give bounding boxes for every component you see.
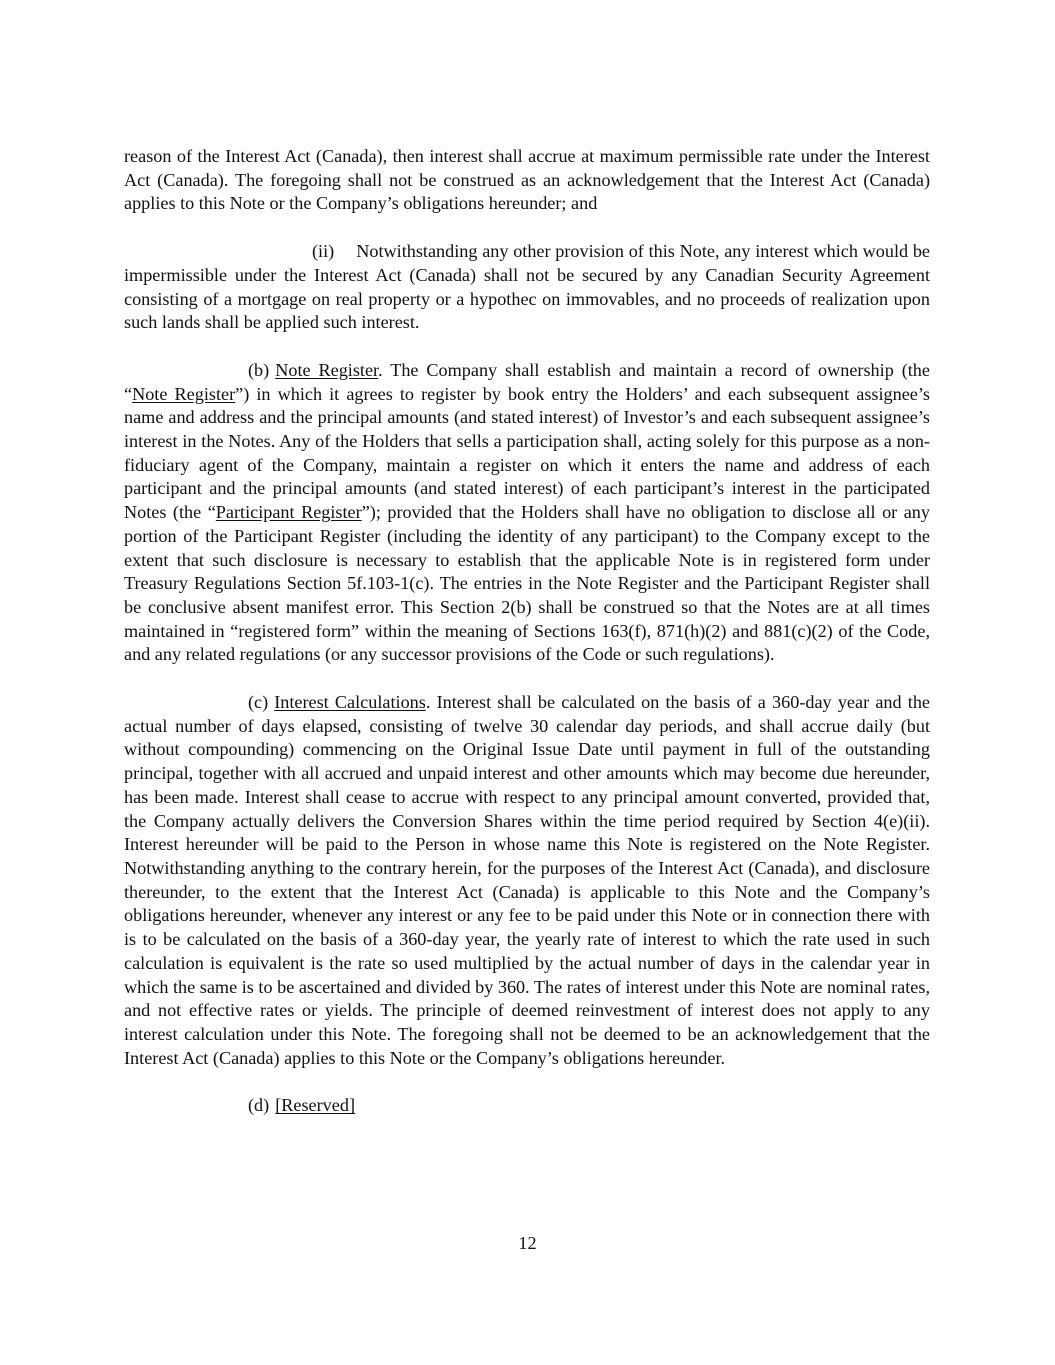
page-number: 12: [518, 1233, 537, 1253]
section-b-label: (b): [248, 359, 270, 380]
clause-ii-label: (ii): [312, 241, 335, 262]
section-b-note-register: [124, 359, 930, 667]
document-page: [124, 145, 930, 1118]
clause-ii-text: Notwithstanding any other provision of this Note, any interest which would be impermissible under the Interest Act (Canada) shall not be secured by any Canadian Security Agreement consisting of a mortgage on real property or a hypothec on immovables, and no proceeds of realization upon such lands shall be applied such interest.: [124, 241, 930, 333]
section-d-title: [Reserved]: [275, 1095, 356, 1116]
note-register-term: Note Register: [132, 383, 236, 404]
section-d-label: (d): [248, 1095, 270, 1116]
section-b-text-1: . The Company shall establish and maintain a record of ownership (the “: [124, 359, 930, 404]
section-c-title: Interest Calculations: [274, 692, 426, 713]
clause-ii: [124, 240, 930, 335]
section-c-text: . Interest shall be calculated on the basis of a 360-day year and the actual number of days elapsed, consisting of twelve 30 calendar day periods, and shall accrue daily (but without compounding) commencing on the Original Issue Date until payment in full of the outstanding principal, together with all accrued and unpaid interest and other amounts which may become due hereunder, has been made. Interest shall cease to accrue with respect to any principal amount converted, provided that, the Company actually delivers the Conversion Shares within the time period required by Section 4(e)(ii). Interest hereunder will be paid to the Person in whose name this Note is registered on the Note Register. Notwithstanding anything to the contrary herein, for the purposes of the Interest Act (Canada), and disclosure thereunder, to the extent that the Interest Act (Canada) is applicable to this Note and the Company’s obligations hereunder, whenever any interest or any fee to be paid under this Note or in connection there with is to be calculated on the basis of a 360-day year, the yearly rate of interest to which the rate used in such calculation is equivalent is the rate so used multiplied by the actual number of days in the calendar year in which the same is to be ascertained and divided by 360. The rates of interest under this Note are nominal rates, and not effective rates or yields. The principle of deemed reinvestment of interest does not apply to any interest calculation under this Note. The foregoing shall not be deemed to be an acknowledgement that the Interest Act (Canada) applies to this Note or the Company’s obligations hereunder.: [124, 692, 930, 1068]
participant-register-term: Participant Register: [215, 502, 362, 523]
section-b-title: Note Register: [275, 359, 379, 380]
section-b-text-3: ”); provided that the Holders shall have no obligation to disclose all or any portion of the Participant Register (including the identity of any participant) to the Company except to the extent that such disclosure is necessary to establish that the applicable Note is in registered form under Treasury Regulations Section 5f.103-1(c). The entries in the Note Register and the Participant Register shall be conclusive absent manifest error. This Section 2(b) shall be construed so that the Notes are at all times maintained in “registered form” within the meaning of Sections 163(f), 871(h)(2) and 881(c)(2) of the Code, and any related regulations (or any successor provisions of the Code or such regulations).: [124, 502, 930, 665]
section-c-label: (c): [248, 692, 269, 713]
paragraph-text: reason of the Interest Act (Canada), then interest shall accrue at maximum permissible rate under the Interest Act (Canada). The foregoing shall not be construed as an acknowledgement that the Interest Act (Canada) applies to this Note or the Company’s obligations hereunder; and: [124, 146, 930, 214]
section-b-text-2: ”) in which it agrees to register by book entry the Holders’ and each subsequent assignee’s name and address and the principal amounts (and stated interest) of Investor’s and each subsequent assignee’s interest in the Notes. Any of the Holders that sells a participation shall, acting solely for this purpose as a non-fiduciary agent of the Company, maintain a register on which it enters the name and address of each participant and the principal amounts (and stated interest) of each participant’s interest in the participated Notes (the “: [124, 383, 930, 523]
section-d-reserved: [124, 1094, 930, 1118]
section-c-interest-calculations: [124, 691, 930, 1070]
paragraph-interest-act-continuation: [124, 145, 930, 216]
